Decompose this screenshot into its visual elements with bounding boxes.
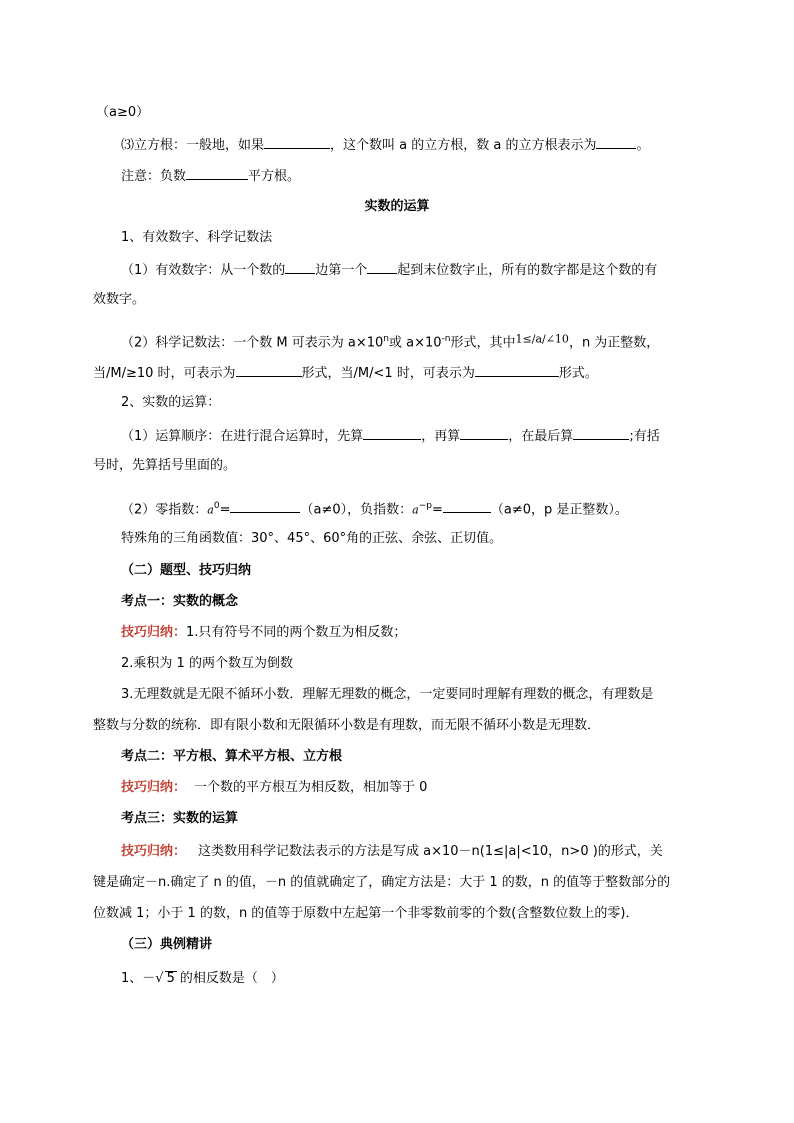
- exponent-line: （2）零指数：$a^0= (a\ne 0)$，负指数：$a^{-p}= (a\ne 0$，p 是正整数）。: [121, 501, 628, 518]
- fill-blank: [475, 363, 559, 377]
- fill-blank: [285, 260, 315, 274]
- section-heading: 实数的运算: [364, 199, 430, 214]
- section-subheading: （二）题型、技巧归纳: [121, 563, 252, 578]
- scientific-notation-line: （2）科学记数法：一个数 M 可表示为 $a\times 10^n$或 $a\times 10^{-n}$形式，其中$^{1\le/a/\angle 10}$，n 为正整数，: [121, 332, 660, 351]
- fill-blank: [236, 363, 302, 377]
- tip-line-cont: 键是确定－n.确定了 n 的值，－n 的值就确定了，确定方法是：大于 1 的数，n 的值等于整数部分的: [93, 875, 671, 890]
- fill-blank: [264, 135, 330, 149]
- cube-root-definition: ⑶立方根：一般地，如果 ，这个数叫 a 的立方根，数 a 的立方根表示为 。: [121, 135, 650, 155]
- fill-blank: [186, 166, 248, 180]
- tip-label: 技巧归纳：: [121, 625, 187, 640]
- tip-label: 技巧归纳：: [121, 780, 187, 795]
- scientific-notation-cont: 当/M/≥10 时，可表示为 形式，当/M/<1 时，可表示为 形式。: [93, 363, 598, 383]
- topic-heading: 考点一：实数的概念: [121, 594, 239, 609]
- fill-blank: [460, 426, 508, 440]
- fill-blank: [443, 499, 491, 513]
- trig-note: 特殊角的三角函数值：30°、45°、60°角的正弦、余弦、正切值。: [121, 531, 503, 546]
- tip-line-cont: 整数与分数的统称．即有限小数和无限循环小数是有理数，而无限不循环小数是无理数．: [93, 718, 601, 733]
- section-subheading: （三）典例精讲: [121, 937, 213, 952]
- item-heading: 1、有效数字、科学记数法: [121, 230, 273, 245]
- sqrt-symbol: √: [155, 971, 164, 986]
- fill-blank: [596, 135, 636, 149]
- fill-blank: [367, 260, 397, 274]
- question-1: 1、－√ 5 的相反数是（ ）: [121, 971, 284, 986]
- fill-blank: [363, 426, 421, 440]
- fill-blank: [573, 426, 629, 440]
- tip-line-cont: 位数减 1；小于 1 的数，n 的值等于原数中左起第一个非零数前零的个数(含整数位数上的零)．: [93, 906, 639, 921]
- condition-line: （a≥0）: [96, 105, 150, 120]
- topic-heading: 考点二：平方根、算术平方根、立方根: [121, 749, 343, 764]
- item-heading: 2、实数的运算：: [121, 395, 221, 410]
- tip-line: 技巧归纳：1.只有符号不同的两个数互为相反数；: [121, 625, 407, 640]
- fill-blank: [230, 499, 300, 513]
- tip-line: 技巧归纳： 一个数的平方根互为相反数，相加等于 0: [121, 780, 428, 795]
- range-formula: 1≤/a/∠10: [515, 332, 569, 346]
- topic-heading: 考点三：实数的运算: [121, 811, 239, 826]
- significant-digits-line: （1）有效数字：从一个数的 边第一个 起到末位数字止，所有的数字都是这个数的有: [121, 260, 657, 280]
- tip-label: 技巧归纳：: [121, 844, 187, 859]
- tip-line: 技巧归纳： 这类数用科学记数法表示的方法是写成 a×10－n(1≤|a|<10，n>0 )的形式，关: [121, 844, 663, 859]
- tip-line: 2.乘积为 1 的两个数互为倒数: [121, 656, 293, 671]
- note-line: 注意：负数 平方根。: [121, 166, 300, 186]
- operation-order-line: （1）运算顺序：在进行混合运算时，先算 ，再算 ，在最后算 ;有括: [121, 426, 660, 446]
- tip-line: 3.无理数就是无限不循环小数．理解无理数的概念，一定要同时理解有理数的概念，有理数是: [121, 687, 654, 702]
- operation-order-cont: 号时，先算括号里面的。: [93, 458, 237, 473]
- significant-digits-cont: 效数字。: [93, 292, 146, 307]
